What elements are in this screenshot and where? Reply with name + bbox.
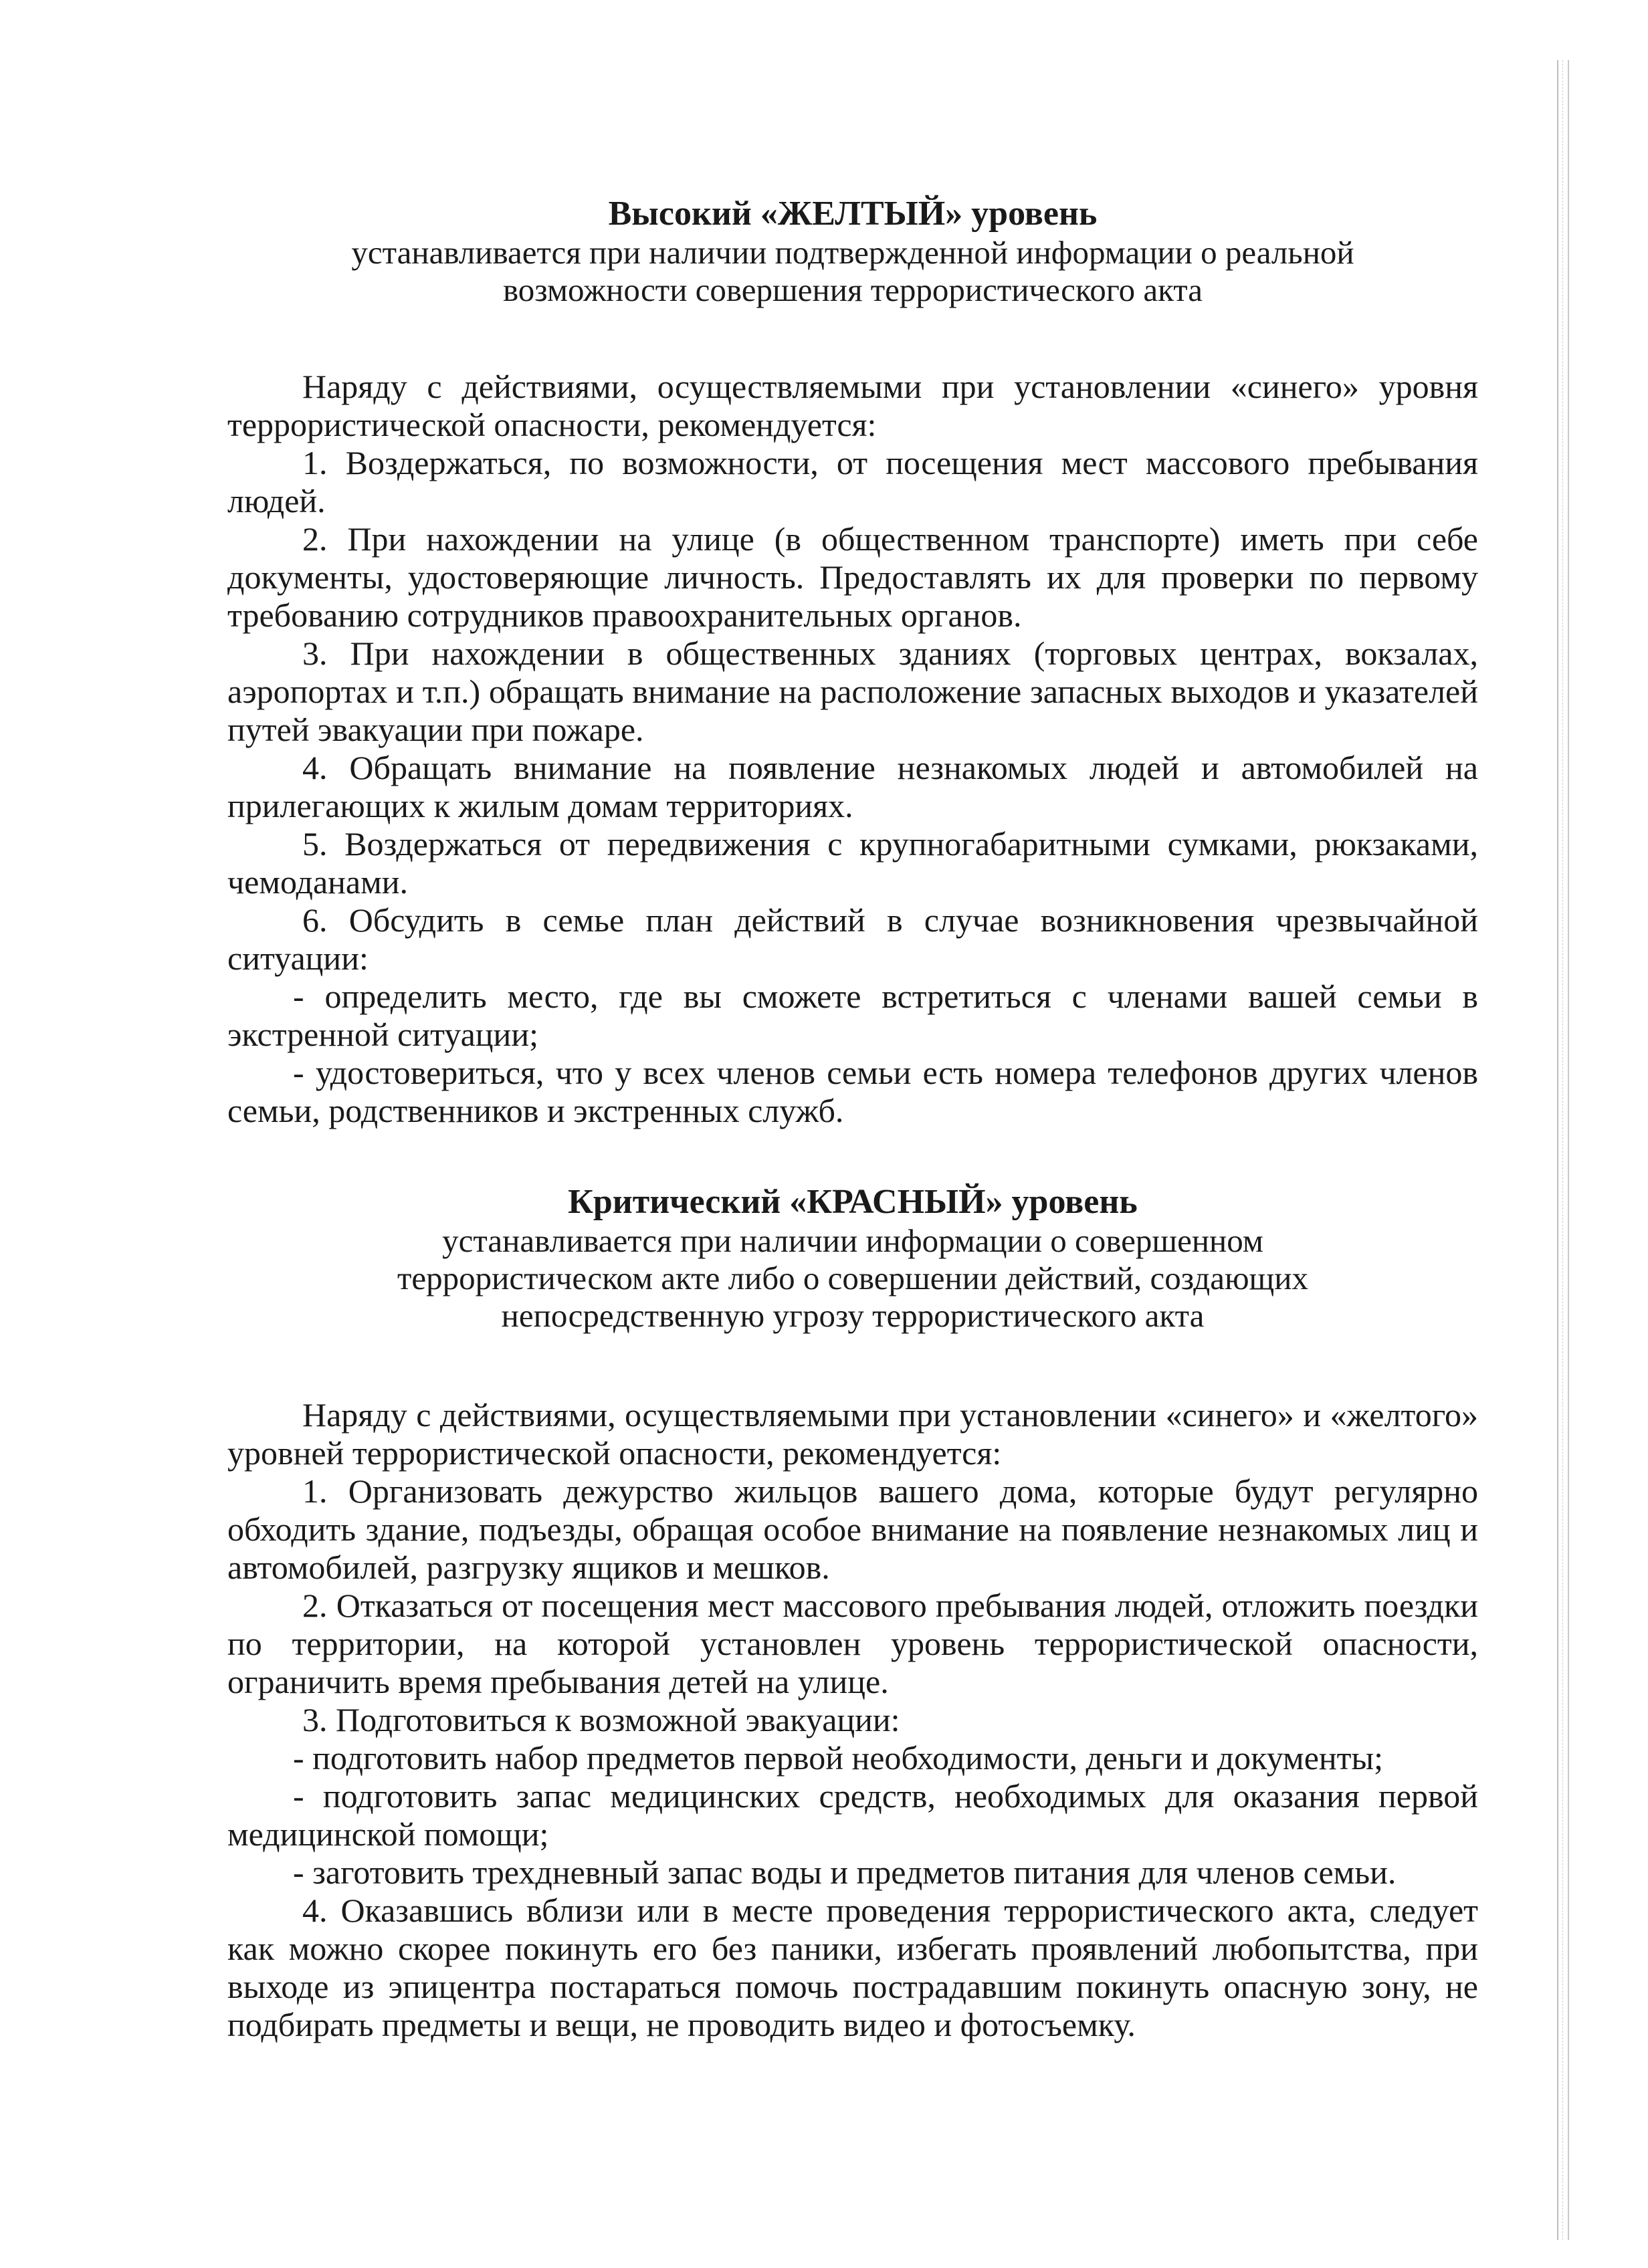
document-page: [227, 194, 1478, 2044]
red-subitem-3: - заготовить трехдневный запас воды и предметов питания для членов семьи.: [293, 1853, 1397, 1891]
yellow-level-title: Высокий «ЖЕЛТЫЙ» уровень: [608, 195, 1098, 233]
red-intro: Наряду с действиями, осуществляемыми при установлении «синего» и «желтого» уровней террористической опасности, рекомендуется:: [227, 1396, 1478, 1472]
yellow-item-4: 4. Обращать внимание на появление незнакомых людей и автомобилей на прилегающих к жилым домам территориях.: [227, 749, 1478, 824]
scan-edge-line: [1568, 60, 1569, 2240]
red-level-title: Критический «КРАСНЫЙ» уровень: [568, 1183, 1138, 1221]
red-item-2: 2. Отказаться от посещения мест массового пребывания людей, отложить поездки по территории, на которой установлен уровень террористической опасности, ограничить время пребывания детей на улице.: [227, 1587, 1478, 1700]
yellow-level-section: [227, 194, 1478, 1130]
yellow-item-5: 5. Воздержаться от передвижения с крупногабаритными сумками, рюкзаками, чемоданами.: [227, 825, 1478, 901]
red-item-1: 1. Организовать дежурство жильцов вашего дома, которые будут регулярно обходить здание, подъезды, обращая особое внимание на появление незнакомых лиц и автомобилей, разгрузку ящиков и мешков.: [227, 1472, 1478, 1586]
red-subitem-1: - подготовить набор предметов первой необходимости, деньги и документы;: [293, 1739, 1383, 1777]
yellow-item-3: 3. При нахождении в общественных зданиях (торговых центрах, вокзалах, аэропортах и т.п.) обращать внимание на расположение запасных выходов и указателей путей эвакуации при пожаре.: [227, 635, 1478, 748]
red-item-3: 3. Подготовиться к возможной эвакуации:: [302, 1701, 900, 1738]
red-item-4: 4. Оказавшись вблизи или в месте проведения террористического акта, следует как можно скорее покинуть его без паники, избегать проявлений любопытства, при выходе из эпицентра постараться помочь пострадавшим покинуть опасную зону, не подбирать предметы и вещи, не проводить видео и фотосъемку.: [227, 1892, 1478, 2043]
scan-edge-line: [1562, 60, 1563, 2240]
yellow-subitem-1: - определить место, где вы сможете встретиться с членами вашей семьи в экстренной ситуации;: [227, 978, 1478, 1053]
yellow-level-subtitle: устанавливается при наличии подтвержденной информации о реальной возможности совершения террористического акта: [351, 234, 1354, 308]
red-level-subtitle: устанавливается при наличии информации о совершенном террористическом акте либо о совершении действий, создающих непосредственную угрозу террористического акта: [397, 1222, 1309, 1334]
yellow-subitem-2: - удостовериться, что у всех членов семьи есть номера телефонов других членов семьи, родственников и экстренных служб.: [227, 1054, 1478, 1129]
yellow-intro: Наряду с действиями, осуществляемыми при установлении «синего» уровня террористической опасности, рекомендуется:: [227, 368, 1478, 443]
yellow-item-6: 6. Обсудить в семье план действий в случае возникновения чрезвычайной ситуации:: [227, 901, 1478, 977]
red-level-section: [227, 1182, 1478, 2044]
red-subitem-2: - подготовить запас медицинских средств, необходимых для оказания первой медицинской помощи;: [227, 1777, 1478, 1853]
yellow-item-1: 1. Воздержаться, по возможности, от посещения мест массового пребывания людей.: [227, 444, 1478, 520]
yellow-item-2: 2. При нахождении на улице (в общественном транспорте) иметь при себе документы, удостоверяющие личность. Предоставлять их для проверки по первому требованию сотрудников правоохранительных органов.: [227, 520, 1478, 634]
scan-edge-line: [1557, 60, 1558, 2240]
